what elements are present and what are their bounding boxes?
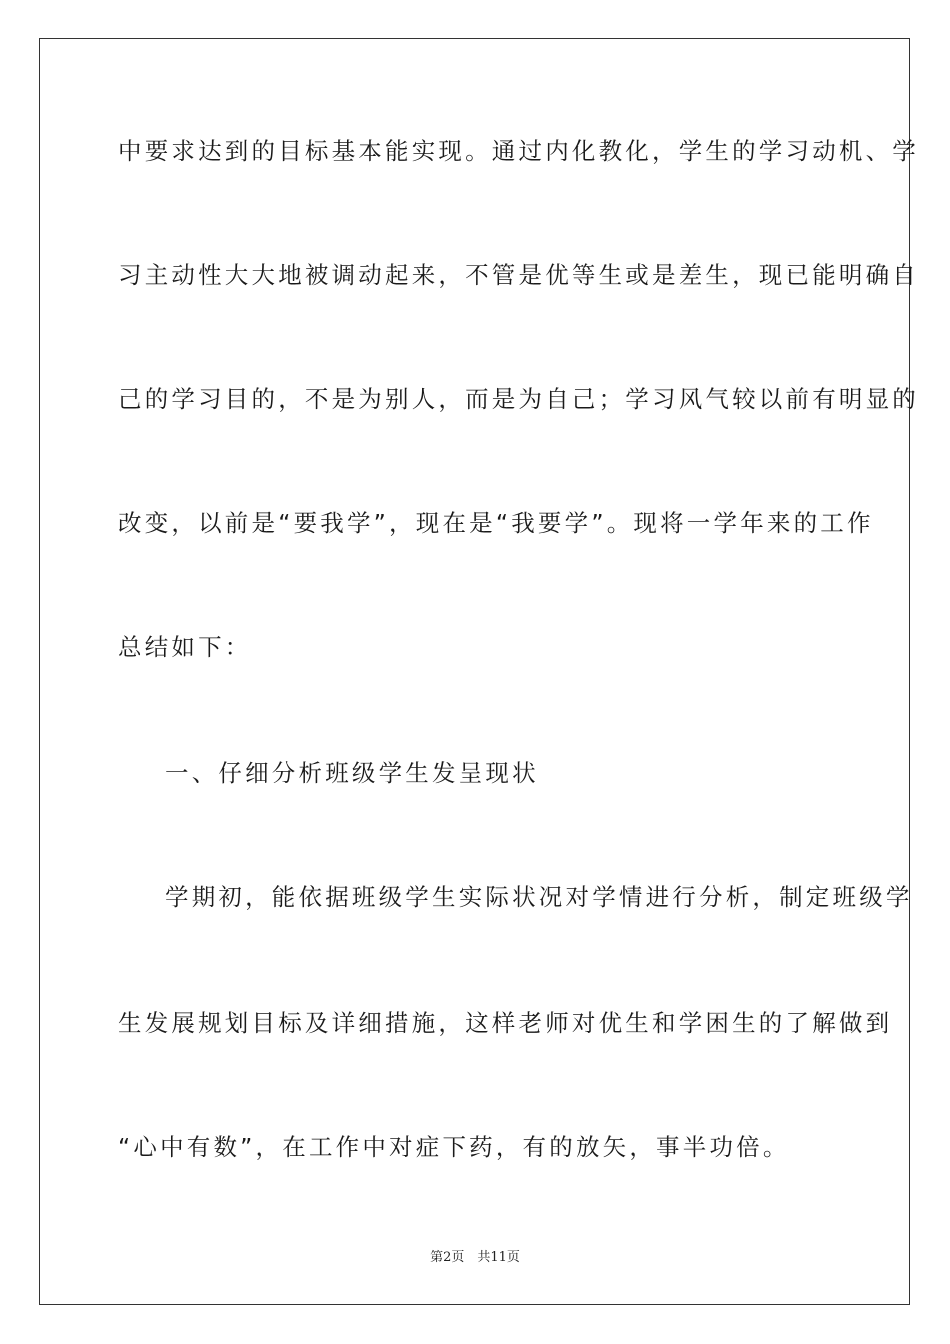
section-heading: 一、仔细分析班级学生发呈现状 bbox=[165, 759, 539, 787]
body-text-line: 生发展规划目标及详细措施，这样老师对优生和学困生的了解做到 bbox=[118, 1009, 893, 1037]
body-text-line: 学期初，能依据班级学生实际状况对学情进行分析，制定班级学 bbox=[165, 883, 913, 911]
body-text-line: 中要求达到的目标基本能实现。通过内化教化，学生的学习动机、学 bbox=[118, 137, 919, 165]
body-text-line: 改变，以前是“要我学”，现在是“我要学”。现将一学年来的工作 bbox=[118, 509, 874, 537]
page-border bbox=[39, 38, 919, 1305]
body-text-line: “心中有数”，在工作中对症下药，有的放矢，事半功倍。 bbox=[118, 1133, 790, 1161]
body-text-line: 习主动性大大地被调动起来，不管是优等生或是差生，现已能明确自 bbox=[118, 261, 919, 289]
page-number-footer: 第2页 共11页 bbox=[430, 1250, 520, 1265]
body-text-line: 总结如下： bbox=[118, 633, 252, 661]
body-text-line: 己的学习目的，不是为别人，而是为自己；学习风气较以前有明显的 bbox=[118, 385, 919, 413]
